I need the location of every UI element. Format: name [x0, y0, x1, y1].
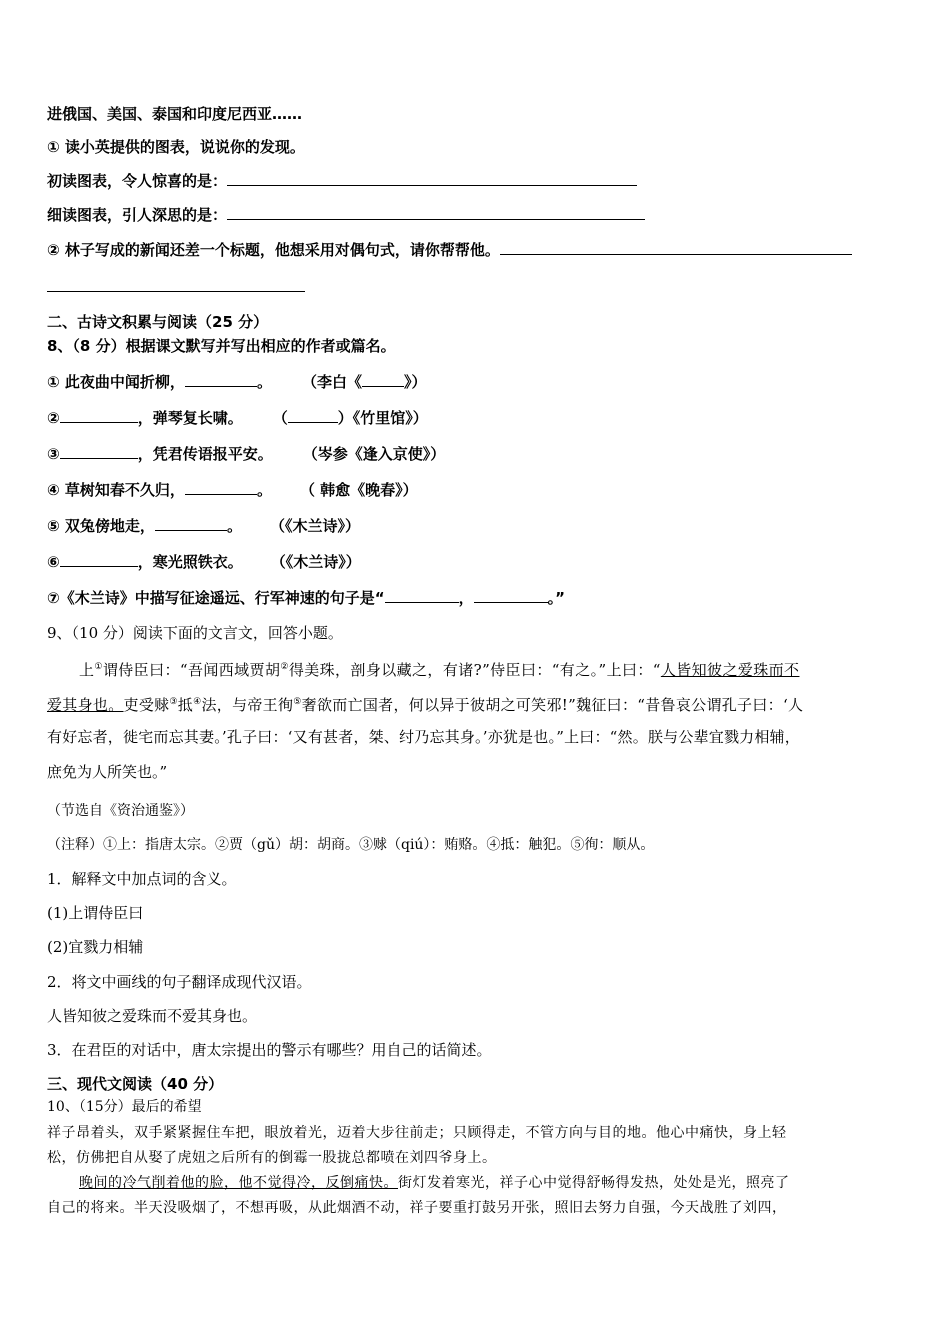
answer-blank[interactable] [385, 588, 459, 603]
q8-line-4-period: 。 [256, 481, 272, 499]
q9-sub2a: 人皆知彼之爱珠而不爱其身也。 [47, 1007, 258, 1025]
answer-blank[interactable] [60, 552, 138, 567]
answer-blank[interactable] [227, 171, 637, 186]
passage-text: 吏受赇 [123, 696, 170, 714]
answer-blank[interactable] [185, 372, 257, 387]
q7-answer-line-first [47, 171, 637, 191]
q8-line-4-text: ④ 草树知春不久归， [47, 481, 185, 499]
q8-line-1-text: ① 此夜曲中闻折柳， [47, 373, 185, 391]
q9-sub1b: (2)宜戮力相辅 [47, 938, 144, 956]
q8-line-5-period: 。 [226, 517, 242, 535]
footnote-marker: ④ [193, 697, 202, 707]
q8-stem: 8、（8 分）根据课文默写并写出相应的作者或篇名。 [47, 337, 396, 355]
q9-passage-line-4: 庶免为人所笑也。” [47, 763, 168, 781]
q9-sub1a: (1)上谓侍臣曰 [47, 904, 144, 922]
q8-line-7-text: ⑦《木兰诗》中描写征途遥远、行军神速的句子是“ [47, 589, 385, 607]
q8-line-5 [47, 516, 360, 536]
q8-line-3-num: ③ [47, 445, 60, 463]
q7-answer-line-detail [47, 205, 645, 225]
q7-detail-label: 细读图表，引人深思的是： [47, 206, 228, 224]
q8-line-5-source: （《木兰诗》） [269, 517, 360, 535]
q8-line-1-period: 。 [256, 373, 272, 391]
q8-line-6-source: （《木兰诗》） [270, 553, 361, 571]
footnote-marker: ② [280, 662, 289, 672]
q9-stem: 9、（10 分）阅读下面的文言文，回答小题。 [47, 624, 343, 642]
q8-line-1 [47, 372, 426, 392]
answer-blank[interactable] [227, 205, 645, 220]
q7-intro-text: 进俄国、美国、泰国和印度尼西亚…… [47, 105, 303, 123]
q8-line-3-text: ，凭君传语报平安。 [137, 445, 273, 463]
q9-source: （节选自《资治通鉴》） [47, 803, 194, 819]
passage-text: 法，与帝王徇 [201, 696, 294, 714]
q7-first-label: 初读图表，令人惊喜的是： [47, 172, 228, 190]
q8-line-2 [47, 408, 428, 428]
answer-blank[interactable] [288, 408, 338, 423]
q8-line-3-source: （岑参《逢入京使》） [302, 445, 446, 463]
q10-paragraph-line-2: 松，仿佛把自从娶了虎妞之后所有的倒霉一股拢总都喷在刘四爷身上。 [47, 1150, 497, 1166]
q9-passage-line-1 [79, 657, 799, 680]
q7-item2: ② 林子写成的新闻还差一个标题，他想采用对偶句式，请你帮帮他。 [47, 241, 500, 259]
passage-text: 抵 [177, 696, 194, 714]
answer-blank[interactable] [60, 408, 138, 423]
section3-heading: 三、现代文阅读（40 分） [47, 1075, 224, 1093]
q9-sub3: 3．在君臣的对话中，唐太宗提出的警示有哪些？用自己的话简述。 [47, 1041, 492, 1059]
q9-passage-line-2 [47, 692, 803, 715]
footnote-marker: ③ [169, 697, 178, 707]
q8-line-4 [47, 480, 418, 500]
q9-passage-line-3: 有好忘者，徙宅而忘其妻。’孔子曰：‘又有甚者，桀、纣乃忘其身。’亦犹是也。”上曰：“然。朕与公辈宜戮力相辅， [47, 728, 800, 746]
underlined-sentence: 人皆知彼之爱珠而不 [660, 661, 800, 679]
q8-line-7-close: 。” [547, 589, 565, 607]
q8-line-5-text: ⑤ 双兔傍地走， [47, 517, 155, 535]
q8-line-7 [47, 588, 565, 608]
q8-line-6-text: ，寒光照铁衣。 [137, 553, 243, 571]
passage-text: 上 [79, 661, 95, 679]
q8-line-1-close: 》） [403, 373, 427, 391]
answer-blank-continuation[interactable] [47, 291, 305, 292]
answer-blank[interactable] [155, 516, 227, 531]
q8-line-6 [47, 552, 361, 572]
q7-item1: ① 读小英提供的图表，说说你的发现。 [47, 138, 305, 156]
q9-notes: （注释）①上：指唐太宗。②贾（gǔ）胡：胡商。③赇（qiú）：贿赂。④抵：触犯。⑤徇：顺从。 [47, 837, 655, 853]
q10-paragraph-line-1: 祥子昂着头，双手紧紧握住车把，眼放着光，迈着大步往前走；只顾得走，不管方向与目的地。他心中痛快，身上轻 [47, 1125, 787, 1141]
q8-line-7-comma: ， [458, 589, 474, 607]
passage-text: 得美珠，剖身以藏之，有诸?”侍臣曰：“有之。”上曰：“ [288, 661, 661, 679]
q10-paragraph-line-3 [79, 1173, 790, 1193]
section2-heading: 二、古诗文积累与阅读（25 分） [47, 313, 269, 331]
passage-text: 奢欲而亡国者，何以异于彼胡之可笑邪!”魏征曰：“昔鲁哀公谓孔子曰：‘人 [301, 696, 804, 714]
answer-blank[interactable] [500, 240, 852, 255]
q7-item2-line [47, 240, 852, 260]
passage-text: 街灯发着寒光，祥子心中觉得舒畅得发热，处处是光，照亮了 [398, 1175, 790, 1191]
q8-line-2-text: ，弹琴复长啸。 [137, 409, 243, 427]
q8-line-3 [47, 444, 445, 464]
q9-sub2: 2．将文中画线的句子翻译成现代汉语。 [47, 973, 312, 991]
answer-blank[interactable] [474, 588, 548, 603]
q8-line-2-open: （ [272, 409, 288, 427]
q10-stem: 10、（15分）最后的希望 [47, 1099, 202, 1115]
answer-blank[interactable] [60, 444, 138, 459]
footnote-marker: ① [94, 662, 103, 672]
q8-line-1-author: （李白《 [301, 373, 362, 391]
q8-line-4-source: （ 韩愈《晚春》） [299, 481, 418, 499]
q10-paragraph-line-4: 自己的将来。半天没吸烟了，不想再吸，从此烟酒不动，祥子要重打鼓另开张，照旧去努力自强，今天战胜了刘四， [47, 1200, 787, 1216]
q8-line-6-num: ⑥ [47, 553, 60, 571]
underlined-sentence: 晚间的冷气削着他的脸，他不觉得冷，反倒痛快。 [79, 1175, 398, 1191]
q9-sub1: 1．解释文中加点词的含义。 [47, 870, 237, 888]
passage-text: 谓侍臣曰：“吾闻西域贾胡 [102, 661, 281, 679]
footnote-marker: ⑤ [293, 697, 302, 707]
answer-blank[interactable] [185, 480, 257, 495]
answer-blank[interactable] [362, 372, 404, 387]
q8-line-2-title: ）《竹里馆》） [337, 409, 428, 427]
underlined-sentence: 爱其身也。 [47, 696, 124, 714]
q8-line-2-num: ② [47, 409, 60, 427]
